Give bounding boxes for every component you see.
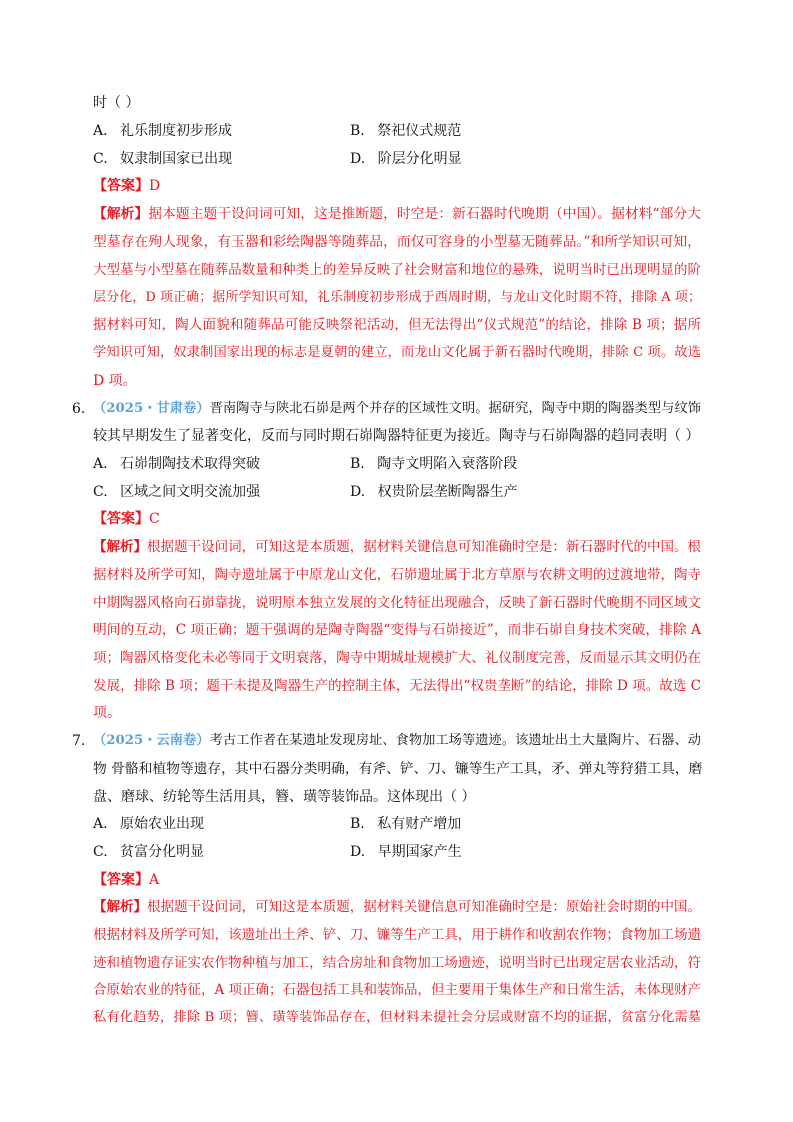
- q7-stem-line-2: 物 骨骼和植物等遗存，其中石器分类明确，有斧、铲、刀、镰等生产工具，矛、弹丸等狩猎工具，磨: [93, 761, 703, 777]
- answer-label: 【答案】: [93, 178, 149, 194]
- option-text: 祭祀仪式规范: [377, 123, 462, 139]
- option-text: 原始农业出现: [120, 816, 205, 832]
- option-letter: A.: [93, 816, 108, 832]
- option-letter: D.: [350, 844, 366, 860]
- q6-source: （2025・甘肃卷）: [93, 401, 210, 416]
- q5-stem-tail: 时（ ）: [93, 95, 140, 111]
- q7-analysis-line-1: [93, 897, 701, 917]
- stem-text: 考古工作者在某遗址发现房址、食物加工场等遗迹。该遗址出土大量陶片、石器、动: [209, 733, 701, 748]
- answer-label: 【答案】: [93, 511, 149, 527]
- answer-value: A: [149, 872, 160, 888]
- option-letter: B.: [350, 816, 365, 832]
- option-letter: C.: [93, 484, 108, 500]
- q6-analysis-line-7: 项。: [93, 705, 121, 721]
- option-letter: B.: [350, 456, 365, 472]
- q6-analysis-line-4: 明间的互动，C 项正确；题干强调的是陶寺陶器“变得与石峁接近”，而非石峁自身技术突破，排除 A: [93, 622, 701, 638]
- q6-number: 6.: [72, 401, 86, 417]
- answer-value: D: [149, 178, 161, 194]
- option-text: 贫富分化明显: [120, 844, 205, 860]
- q7-analysis-line-3: 迹和植物遗存证实农作物种植与加工，结合房址和食物加工场遗迹，说明当时已出现定居农业活动，符: [93, 955, 701, 971]
- q7-analysis-line-5: 私有化趋势，排除 B 项；簪、璜等装饰品存在，但材料未提社会分层或财富不均的证据，贫富分化需墓: [93, 1010, 701, 1025]
- q5-option-d[interactable]: [350, 149, 462, 169]
- answer-label: 【答案】: [93, 872, 149, 888]
- q6-option-a[interactable]: [93, 454, 260, 474]
- q5-analysis-line-6: 学知识可知，奴隶制国家出现的标志是夏朝的建立，而龙山文化属于新石器时代晚期，排除 C 项。故选: [93, 345, 701, 360]
- option-letter: B.: [350, 123, 365, 139]
- option-letter: D.: [350, 484, 366, 500]
- option-text: 权贵阶层垄断陶器生产: [377, 484, 518, 500]
- analysis-label: 【解析】: [93, 206, 149, 222]
- q7-option-c[interactable]: [93, 842, 204, 862]
- q5-analysis-line-2: 型墓存在殉人现象，有玉器和彩绘陶器等随葬品，而仅可容身的小型墓无随葬品。”和所学知识可知，: [93, 234, 701, 250]
- option-text: 区域之间文明交流加强: [120, 484, 261, 500]
- q5-analysis-line-3: 大型墓与小型墓在随葬品数量和种类上的差异反映了社会财富和地位的悬殊，说明当时已出现明显的阶: [93, 262, 701, 278]
- q6-analysis-line-2: 据材料及所学可知，陶寺遗址属于中原龙山文化，石峁遗址属于北方草原与农耕文明的过渡地带，陶寺: [93, 567, 701, 583]
- option-text: 早期国家产生: [377, 844, 462, 860]
- q7-analysis-line-4: 合原始农业的特征，A 项正确；石器包括工具和装饰品，但主要用于集体生产和日常生活，未体现财产: [93, 982, 702, 998]
- option-letter: C.: [93, 844, 108, 860]
- option-text: 石峁制陶技术取得突破: [120, 456, 261, 472]
- stem-text: 晋南陶寺与陕北石峁是两个并存的区域性文明。据研究，陶寺中期的陶器类型与纹饰: [209, 401, 701, 416]
- q6-analysis-line-6: 发展，排除 B 项；题干未提及陶器生产的控制主体，无法得出“权贵垄断”的结论，排除 D 项。故选 C: [93, 678, 701, 694]
- analysis-label: 【解析】: [93, 899, 148, 915]
- option-letter: D.: [350, 151, 366, 167]
- option-text: 奴隶制国家已出现: [120, 151, 233, 167]
- q5-option-a[interactable]: [93, 121, 232, 141]
- q7-number: 7.: [72, 733, 86, 749]
- q5-analysis-line-1: [93, 204, 701, 224]
- q7-answer: [93, 870, 159, 890]
- option-letter: C.: [93, 151, 108, 167]
- q6-option-b[interactable]: [350, 454, 517, 474]
- q6-answer: [93, 509, 160, 529]
- q6-analysis-line-3: 中期陶器风格向石峁靠拢，说明原本独立发展的文化特征出现融合，反映了新石器时代晚期不同区域文: [93, 595, 701, 611]
- q7-option-d[interactable]: [350, 842, 462, 862]
- q6-analysis-line-1: [93, 537, 701, 557]
- q5-option-c[interactable]: [93, 149, 232, 169]
- analysis-text: 据本题主题干设问词可知，这是推断题，时空是：新石器时代晚期（中国）。据材料“部分大: [148, 206, 701, 222]
- analysis-label: 【解析】: [93, 539, 148, 555]
- q6-option-d[interactable]: [350, 482, 518, 502]
- q7-option-b[interactable]: [350, 814, 461, 834]
- q5-analysis-line-7: D 项。: [93, 373, 137, 389]
- option-text: 私有财产增加: [377, 816, 462, 832]
- q7-stem-line-3: 盘、磨球、纺轮等生活用具，簪、璜等装饰品。这体现出（ ）: [93, 789, 476, 805]
- option-text: 阶层分化明显: [377, 151, 462, 167]
- q6-option-c[interactable]: [93, 482, 260, 502]
- option-letter: A.: [93, 123, 108, 139]
- option-text: 礼乐制度初步形成: [120, 123, 233, 139]
- option-text: 陶寺文明陷入衰落阶段: [377, 456, 518, 472]
- analysis-text: 根据题干设问词，可知这是本质题，据材料关键信息可知准确时空是：新石器时代的中国。根: [147, 539, 702, 555]
- q5-option-b[interactable]: [350, 121, 461, 141]
- q7-analysis-line-2: 根据材料及所学可知，该遗址出土斧、铲、刀、镰等生产工具，用于耕作和收割农作物；食物加工场遗: [93, 927, 701, 943]
- answer-value: C: [149, 511, 160, 527]
- q6-analysis-line-5: 项；陶器风格变化未必等同于文明衰落，陶寺中期城址规模扩大、礼仪制度完善，反而显示其文明仍在: [93, 650, 701, 666]
- q6-stem-line-2: 较其早期发生了显著变化，反而与同时期石峁陶器特征更为接近。陶寺与石峁陶器的趋同表明（ ）: [93, 428, 700, 444]
- q7-stem-line-1: [93, 731, 701, 751]
- q5-answer: [93, 176, 160, 196]
- q7-option-a[interactable]: [93, 814, 204, 834]
- q6-stem-line-1: [93, 399, 701, 419]
- analysis-text: 根据题干设问词，可知这是本质题，据材料关键信息可知准确时空是：原始社会时期的中国。: [147, 899, 702, 915]
- q5-analysis-line-4: 层分化，D 项正确；据所学知识可知，礼乐制度初步形成于西周时期，与龙山文化时期不符，排除 A 项；: [93, 290, 701, 305]
- q7-source: （2025・云南卷）: [93, 733, 210, 748]
- option-letter: A.: [93, 456, 108, 472]
- q5-analysis-line-5: 据材料可知，陶人面貌和随葬品可能反映祭祀活动，但无法得出“仪式规范”的结论，排除 B 项；据所: [93, 317, 701, 333]
